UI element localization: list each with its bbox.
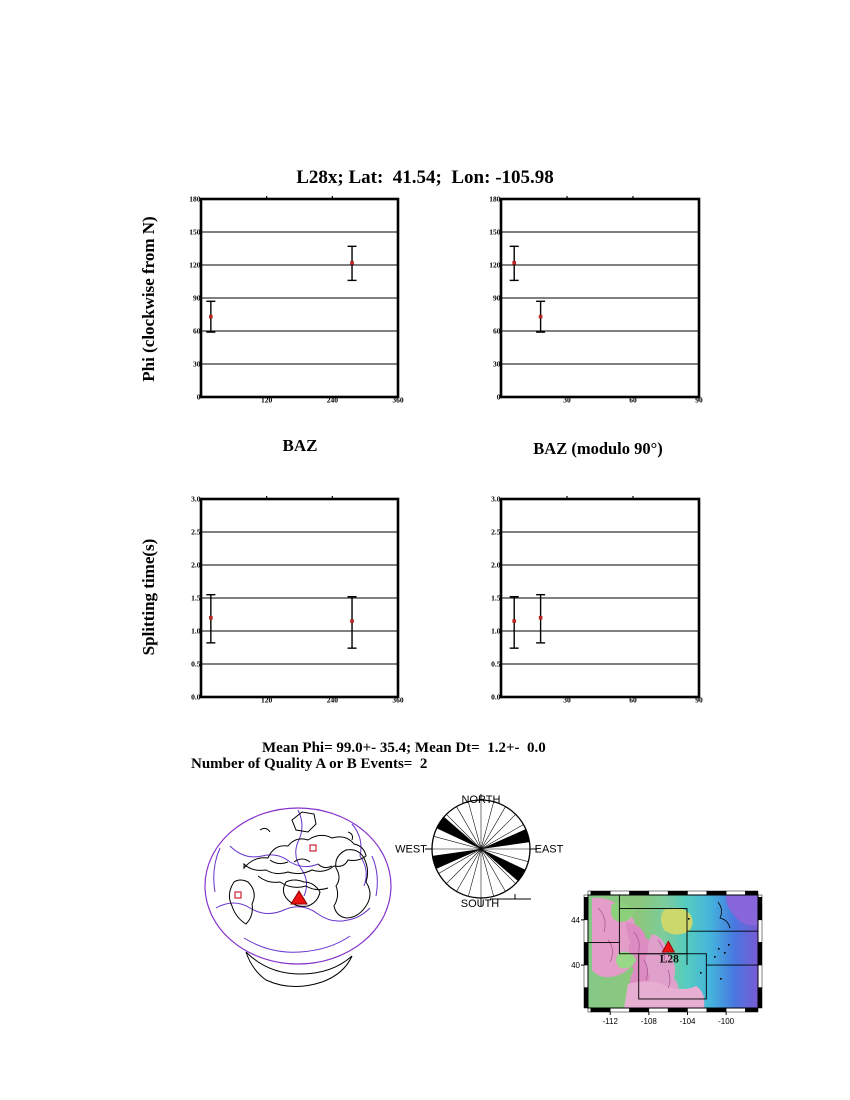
data-point-marker — [350, 619, 354, 623]
error-bar — [510, 246, 519, 280]
x-tick-label: 90 — [695, 395, 703, 405]
station-label: L28 — [659, 953, 679, 966]
x-tick-label: 30 — [563, 395, 571, 405]
y-tick-label: 3.0 — [491, 494, 501, 504]
x-tick-label: 30 — [563, 695, 571, 705]
y-tick-label: 180 — [189, 194, 201, 204]
rose-label-west: WEST — [395, 843, 427, 856]
error-bar — [206, 301, 215, 332]
x-tick-label: 240 — [326, 395, 338, 405]
x-axis-label-baz-modulo-90: BAZ (modulo 90°) — [533, 439, 663, 458]
event-count-line: Number of Quality A or B Events= 2 — [191, 756, 428, 772]
chart-phi-vs-baz-mod90 — [467, 189, 709, 415]
plot-frame — [201, 496, 398, 697]
data-point-marker — [539, 315, 543, 319]
error-bar — [536, 595, 545, 643]
y-tick-label: 0.5 — [191, 659, 201, 669]
global-events-map — [200, 790, 400, 995]
gridlines — [201, 232, 398, 364]
y-tick-label: 30 — [193, 359, 201, 369]
y-tick-label: 0.0 — [491, 692, 501, 702]
event-square-marker — [235, 892, 241, 898]
y-tick-label: 0 — [196, 392, 201, 402]
y-tick-label: 2.0 — [191, 560, 201, 570]
x-tick-label: 60 — [629, 695, 637, 705]
plot-frame — [201, 196, 398, 397]
y-tick-label: 1.5 — [191, 593, 201, 603]
x-tick-label: 360 — [392, 395, 404, 405]
map-lat-label: 44 — [571, 915, 580, 925]
data-point-marker — [350, 261, 354, 265]
x-tick-label: 60 — [629, 395, 637, 405]
event-square-marker — [310, 845, 316, 851]
y-tick-label: 1.5 — [491, 593, 501, 603]
x-axis-label-baz: BAZ — [282, 436, 318, 455]
map-lon-label: -108 — [640, 1017, 657, 1026]
data-point-marker — [209, 616, 213, 620]
y-tick-label: 150 — [489, 227, 501, 237]
data-points — [510, 246, 545, 332]
x-tick-label: 360 — [392, 695, 404, 705]
data-point-marker — [512, 261, 516, 265]
data-point-marker — [539, 616, 543, 620]
x-tick-label: 120 — [261, 395, 273, 405]
mean-stats-line: Mean Phi= 99.0+- 35.4; Mean Dt= 1.2+- 0.0 — [262, 740, 546, 756]
data-points — [510, 595, 545, 648]
gridlines — [201, 532, 398, 664]
globe-outline — [205, 808, 391, 964]
y-tick-label: 180 — [489, 194, 501, 204]
y-axis-label-splitting-time: Splitting time(s) — [139, 538, 158, 656]
data-point-marker — [512, 619, 516, 623]
chart-dt-vs-baz — [167, 489, 408, 715]
y-tick-label: 1.0 — [191, 626, 201, 636]
fast-direction-rose-diagram — [385, 785, 571, 925]
y-axis-label-phi: Phi (clockwise from N) — [139, 216, 158, 382]
error-bar — [510, 597, 519, 648]
rose-label-south: SOUTH — [460, 898, 500, 910]
y-tick-label: 60 — [493, 326, 501, 336]
x-tick-label: 120 — [261, 695, 273, 705]
y-tick-label: 30 — [493, 359, 501, 369]
tick-labels — [489, 195, 703, 405]
error-bar — [348, 597, 357, 648]
error-bar — [536, 301, 545, 332]
x-tick-label: 90 — [695, 695, 703, 705]
y-tick-label: 90 — [493, 293, 501, 303]
y-tick-label: 0.5 — [491, 659, 501, 669]
error-bar — [348, 246, 357, 280]
map-lon-label: -104 — [679, 1017, 696, 1026]
gridlines — [501, 532, 699, 664]
chart-dt-vs-baz-mod90 — [467, 489, 709, 715]
station-triangle-marker — [291, 891, 307, 904]
map-lat-label: 40 — [571, 961, 580, 971]
y-tick-label: 60 — [193, 326, 201, 336]
map-lon-label: -112 — [602, 1017, 618, 1026]
chart-phi-vs-baz — [167, 189, 408, 415]
y-tick-label: 90 — [193, 293, 201, 303]
y-tick-label: 3.0 — [191, 494, 201, 504]
error-bar — [206, 595, 215, 643]
y-tick-label: 2.5 — [491, 527, 501, 537]
y-tick-label: 2.0 — [491, 560, 501, 570]
tick-labels — [189, 195, 404, 405]
y-tick-label: 120 — [489, 260, 501, 270]
x-tick-label: 240 — [326, 695, 338, 705]
data-points — [206, 595, 356, 648]
data-points — [206, 246, 356, 332]
page-title: L28x; Lat: 41.54; Lon: -105.98 — [296, 167, 554, 188]
rose-label-north: NORTH — [461, 794, 501, 806]
data-point-marker — [209, 315, 213, 319]
map-lon-label: -100 — [718, 1017, 735, 1026]
tick-labels — [191, 495, 404, 705]
y-tick-label: 2.5 — [191, 527, 201, 537]
plot-frame — [501, 196, 699, 397]
plot-frame — [501, 496, 699, 697]
tick-labels — [491, 495, 703, 705]
y-tick-label: 1.0 — [491, 626, 501, 636]
y-tick-label: 0.0 — [191, 692, 201, 702]
rose-label-east: EAST — [534, 843, 564, 856]
y-tick-label: 120 — [189, 260, 201, 270]
plate-boundaries — [214, 810, 378, 952]
station-region-map — [568, 888, 772, 1034]
y-tick-label: 0 — [496, 392, 501, 402]
gridlines — [501, 232, 699, 364]
y-tick-label: 150 — [189, 227, 201, 237]
